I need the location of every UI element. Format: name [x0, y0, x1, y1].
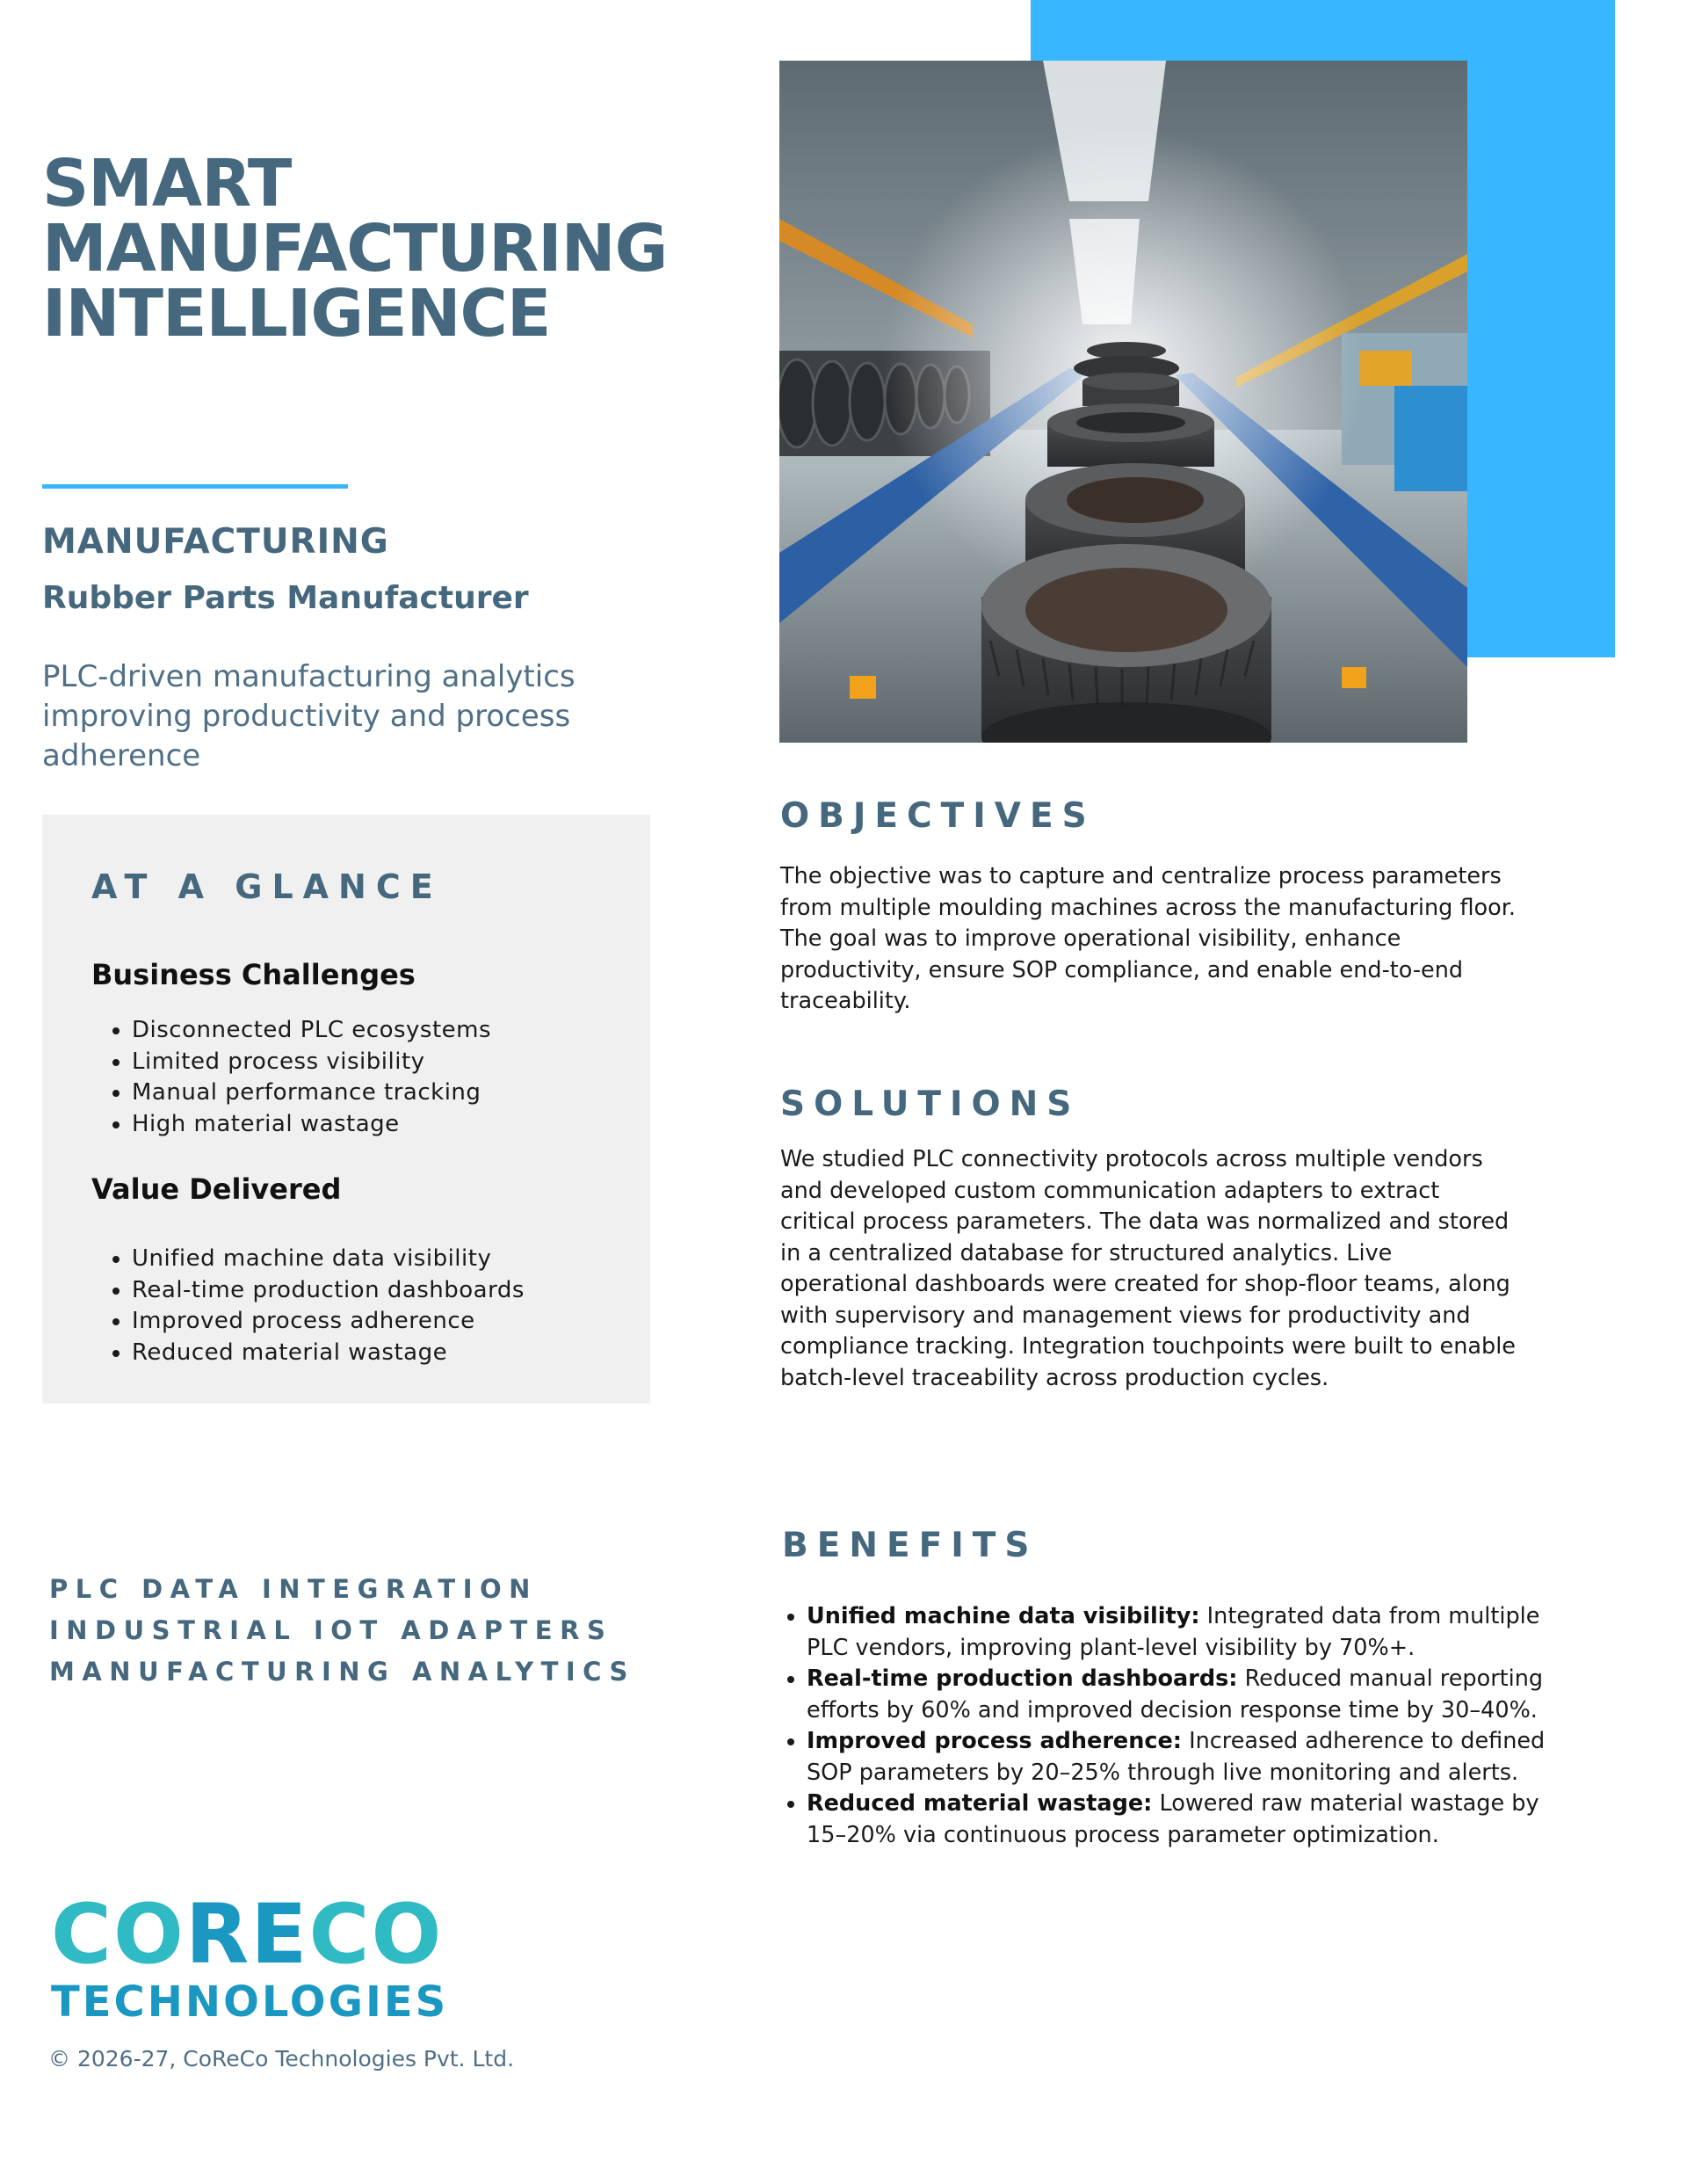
title-line-1: SMART: [42, 146, 292, 221]
at-a-glance-panel: [42, 815, 650, 1404]
list-item: • Reduced material wastage: [132, 1338, 525, 1369]
benefit-label: Real-time production dashboards:: [807, 1665, 1238, 1692]
benefits-heading: BENEFITS: [782, 1526, 1039, 1565]
benefit-item: [807, 1726, 1546, 1789]
list-item: • High material wastage: [132, 1109, 491, 1141]
logo-part: CO: [51, 1887, 185, 1983]
client-label: Rubber Parts Manufacturer: [42, 580, 529, 616]
benefit-item: [807, 1789, 1546, 1851]
title-divider: [42, 484, 348, 489]
factory-tire-conveyor-image: [779, 61, 1467, 743]
objectives-text: The objective was to capture and centralize process parameters from multiple moulding machines across the manufacturing floor. The goal was to improve operational visibility, enhance productivity, ensure SOP compliance, and enable end-to-end traceability.: [780, 863, 1516, 1014]
logo-wordmark: [51, 1887, 448, 1983]
list-item: • Improved process adherence: [132, 1306, 525, 1338]
logo-subtitle: TECHNOLOGIES: [51, 1977, 449, 2027]
logo-part: CO: [308, 1887, 444, 1983]
benefit-text: Integrated data from multiple PLC vendors, improving plant-level visibility by 70%+.: [807, 1603, 1540, 1661]
benefit-text: Reduced manual reporting efforts by 60% and improved decision response time by 30–40%.: [807, 1665, 1544, 1723]
industry-label: MANUFACTURING: [42, 522, 389, 562]
service-tag: MANUFACTURING ANALYTICS: [49, 1657, 635, 1687]
objectives-heading: OBJECTIVES: [780, 796, 1096, 836]
list-item: • Disconnected PLC ecosystems: [132, 1015, 491, 1047]
benefits-list: [780, 1601, 1546, 1851]
service-tag: INDUSTRIAL IOT ADAPTERS: [49, 1615, 613, 1645]
service-tags: [49, 1569, 635, 1693]
title-line-3: INTELLIGENCE: [42, 276, 551, 352]
list-item: • Limited process visibility: [132, 1047, 491, 1078]
page-title: [42, 146, 728, 352]
factory-photo-illustration: [779, 61, 1467, 743]
benefit-label: Improved process adherence:: [807, 1728, 1182, 1754]
value-delivered-list: [91, 1244, 525, 1368]
benefit-text: Lowered raw material wastage by 15–20% via continuous process parameter optimization.: [807, 1790, 1539, 1848]
logo-part: RE: [185, 1887, 309, 1983]
coreco-logo: [51, 1887, 449, 2027]
solutions-text: We studied PLC connectivity protocols across multiple vendors and developed custom communication adapters to extract critical process parameters. The data was normalized and stored in a centralized database for structured analytics. Live operational dashboards were created for shop-floor teams, along with supervisory and management views for productivity and compliance tracking. Integration touchpoints were built to enable batch-level traceability across production cycles.: [780, 1146, 1516, 1391]
list-item: • Real-time production dashboards: [132, 1275, 525, 1307]
benefit-label: Unified machine data visibility:: [807, 1603, 1200, 1629]
solutions-heading: SOLUTIONS: [780, 1085, 1081, 1124]
list-item: • Unified machine data visibility: [132, 1244, 525, 1275]
benefit-label: Reduced material wastage:: [807, 1790, 1153, 1817]
service-tag: PLC DATA INTEGRATION: [49, 1574, 538, 1604]
business-challenges-list: [91, 1015, 491, 1140]
business-challenges-heading: Business Challenges: [91, 958, 416, 991]
title-line-2: MANUFACTURING: [42, 211, 668, 287]
copyright-text: © 2026-27, CoReCo Technologies Pvt. Ltd.: [48, 2046, 515, 2072]
benefit-item: [807, 1601, 1546, 1664]
tagline: PLC-driven manufacturing analytics improving productivity and process adherence: [42, 659, 576, 773]
value-delivered-heading: Value Delivered: [91, 1172, 342, 1206]
at-a-glance-title: AT A GLANCE: [91, 867, 443, 906]
benefit-text: Increased adherence to defined SOP parameters by 20–25% through live monitoring and alerts.: [807, 1728, 1546, 1786]
benefit-item: [807, 1664, 1546, 1726]
list-item: • Manual performance tracking: [132, 1077, 491, 1109]
